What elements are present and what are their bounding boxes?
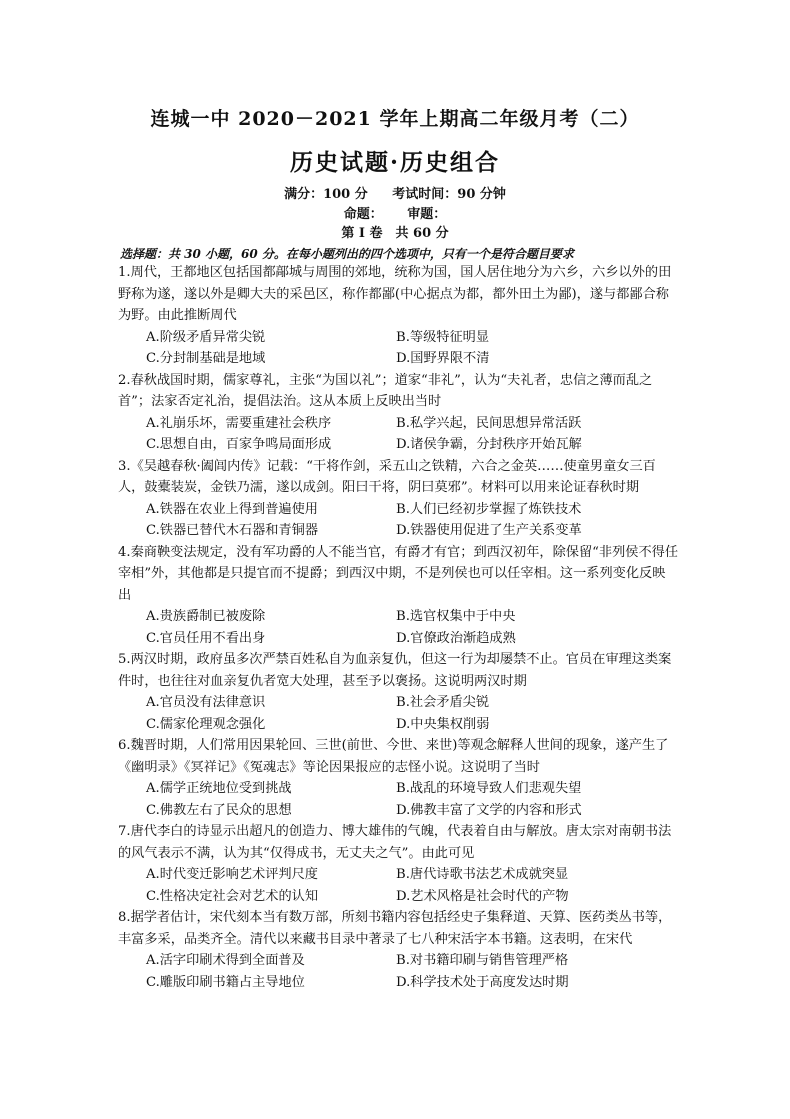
question-6 [118,735,678,821]
question-8 [118,907,678,993]
question-options [118,778,678,821]
question-1 [118,262,678,370]
question-options [118,499,678,542]
option-b: B.社会矛盾尖锐 [396,695,490,710]
option-c: C.分封制基础是地域 [146,351,266,366]
setter-label: 命题： [343,207,383,222]
question-options [118,606,678,649]
option-b: B.私学兴起，民间思想异常活跃 [396,415,582,431]
option-c: C.性格决定社会对艺术的认知 [146,888,319,904]
option-c: C.佛教左右了民众的思想 [146,802,292,818]
option-b: B.战乱的环境导致人们悲观失望 [396,781,582,796]
question-options [118,413,678,456]
exam-subtitle: 历史试题·历史组合 [289,149,500,176]
option-a: A.活字印刷术得到全面普及 [146,953,305,968]
section-heading: 第 I 卷 共 60 分 [341,226,449,241]
question-stem: 8.据学者估计，宋代刻本当有数万部，所刻书籍内容包括经史子集释道、天算、医药类丛书等，丰富多采，品类齐全。清代以来藏书目录中著录了七八种宋活字本书籍。这表明，在宋代 [118,910,672,947]
exam-meta-line [0,183,790,202]
option-b: B.人们已经初步掌握了炼铁技术 [396,501,582,517]
question-options [118,950,678,993]
option-a: A.礼崩乐坏，需要重建社会秩序 [146,415,332,431]
option-d: D.诸侯争霸，分封秩序开始瓦解 [396,437,582,452]
option-c: C.官员任用不看出身 [146,630,266,646]
instructions: 选择题：共 30 小题，60 分。在每小题列出的四个选项中，只有一个是符合题目要求 [120,247,574,261]
option-d: D.科学技术处于高度发达时期 [396,974,569,990]
question-stem: 1.周代，王都地区包括国都鄗城与周围的郊地，统称为国，国人居住地分为六乡，六乡以外的田野称为遂，遂以外是卿大夫的采邑区，称作都鄙(中心据点为都，都外田土为鄙)，遂与都鄙合称为野。由此推断周代 [118,265,672,323]
option-c: C.儒家伦理观念强化 [146,716,266,732]
question-stem: 3.《吴越春秋·阖闾内传》记载：“干将作剑，采五山之铁精，六合之金英……使童男童女三百人，鼓橐装炭，金铁乃濡，遂以成剑。阳曰干将，阴曰莫邪”。材料可以用来论证春秋时期 [118,458,656,495]
question-4 [118,542,678,650]
option-a: A.儒学正统地位受到挑战 [146,781,292,796]
option-c: C.铁器已替代木石器和青铜器 [146,523,319,538]
option-c: C.雕版印刷书籍占主导地位 [146,974,305,990]
option-b: B.唐代诗歌书法艺术成就突显 [396,867,569,882]
option-a: A.铁器在农业上得到普遍使用 [146,501,318,517]
question-3 [118,456,678,542]
exam-title: 连城一中 2020－2021 学年上期高二年级月考（二） [150,108,640,130]
question-options [118,327,678,370]
question-stem: 5.两汉时期，政府虽多次严禁百姓私自为血亲复仇，但这一行为却屡禁不止。官员在审理这类案件时，也往往对血亲复仇者宽大处理，甚至予以褒扬。这说明两汉时期 [118,652,672,689]
option-d: D.官僚政治渐趋成熟 [396,630,516,646]
question-stem: 7.唐代李白的诗显示出超凡的创造力、博大雄伟的气魄，代表着自由与解放。唐太宗对南朝书法的风气表示不满，认为其“仅得成书，无丈夫之气”。由此可见 [118,824,672,861]
option-b: B.等级特征明显 [396,329,490,345]
option-d: D.铁器使用促进了生产关系变革 [396,523,582,538]
question-stem: 6.魏晋时期，人们常用因果轮回、三世(前世、今世、来世)等观念解释人世间的现象，遂产生了《幽明录》《冥祥记》《冤魂志》等论因果报应的志怪小说。这说明了当时 [118,738,669,775]
exam-authors-line [0,203,790,222]
question-options [118,864,678,907]
option-a: A.阶级矛盾异常尖锐 [146,329,266,345]
option-b: B.对书籍印刷与销售管理严格 [396,953,569,968]
reviewer-label: 审题： [407,207,447,222]
option-d: D.国野界限不清 [396,351,490,366]
option-c: C.思想自由，百家争鸣局面形成 [146,437,332,452]
question-2 [118,370,678,456]
question-stem: 2.春秋战国时期，儒家尊礼，主张“为国以礼”；道家“非礼”，认为“夫礼者，忠信之薄而乱之首”；法家否定礼治，提倡法治。这从本质上反映出当时 [118,372,653,409]
question-7 [118,821,678,907]
option-a: A.官员没有法律意识 [146,695,266,710]
option-d: D.艺术风格是社会时代的产物 [396,888,569,904]
question-5 [118,649,678,735]
option-b: B.选官权集中于中央 [396,609,516,624]
exam-duration: 考试时间：90 分钟 [392,187,506,202]
option-d: D.中央集权削弱 [396,716,490,732]
question-list [118,262,678,993]
option-a: A.时代变迁影响艺术评判尺度 [146,867,318,882]
option-a: A.贵族爵制已被废除 [146,609,266,624]
question-stem: 4.秦商鞅变法规定，没有军功爵的人不能当官，有爵才有官；到西汉初年，除保留“非列侯不得任宰相”外，其他都是只提官而不提爵；到西汉中期，不是列侯也可以任宰相。这一系列变化反映出 [118,544,679,603]
question-options [118,692,678,735]
option-d: D.佛教丰富了文学的内容和形式 [396,802,582,818]
full-score: 满分：100 分 [284,187,368,202]
